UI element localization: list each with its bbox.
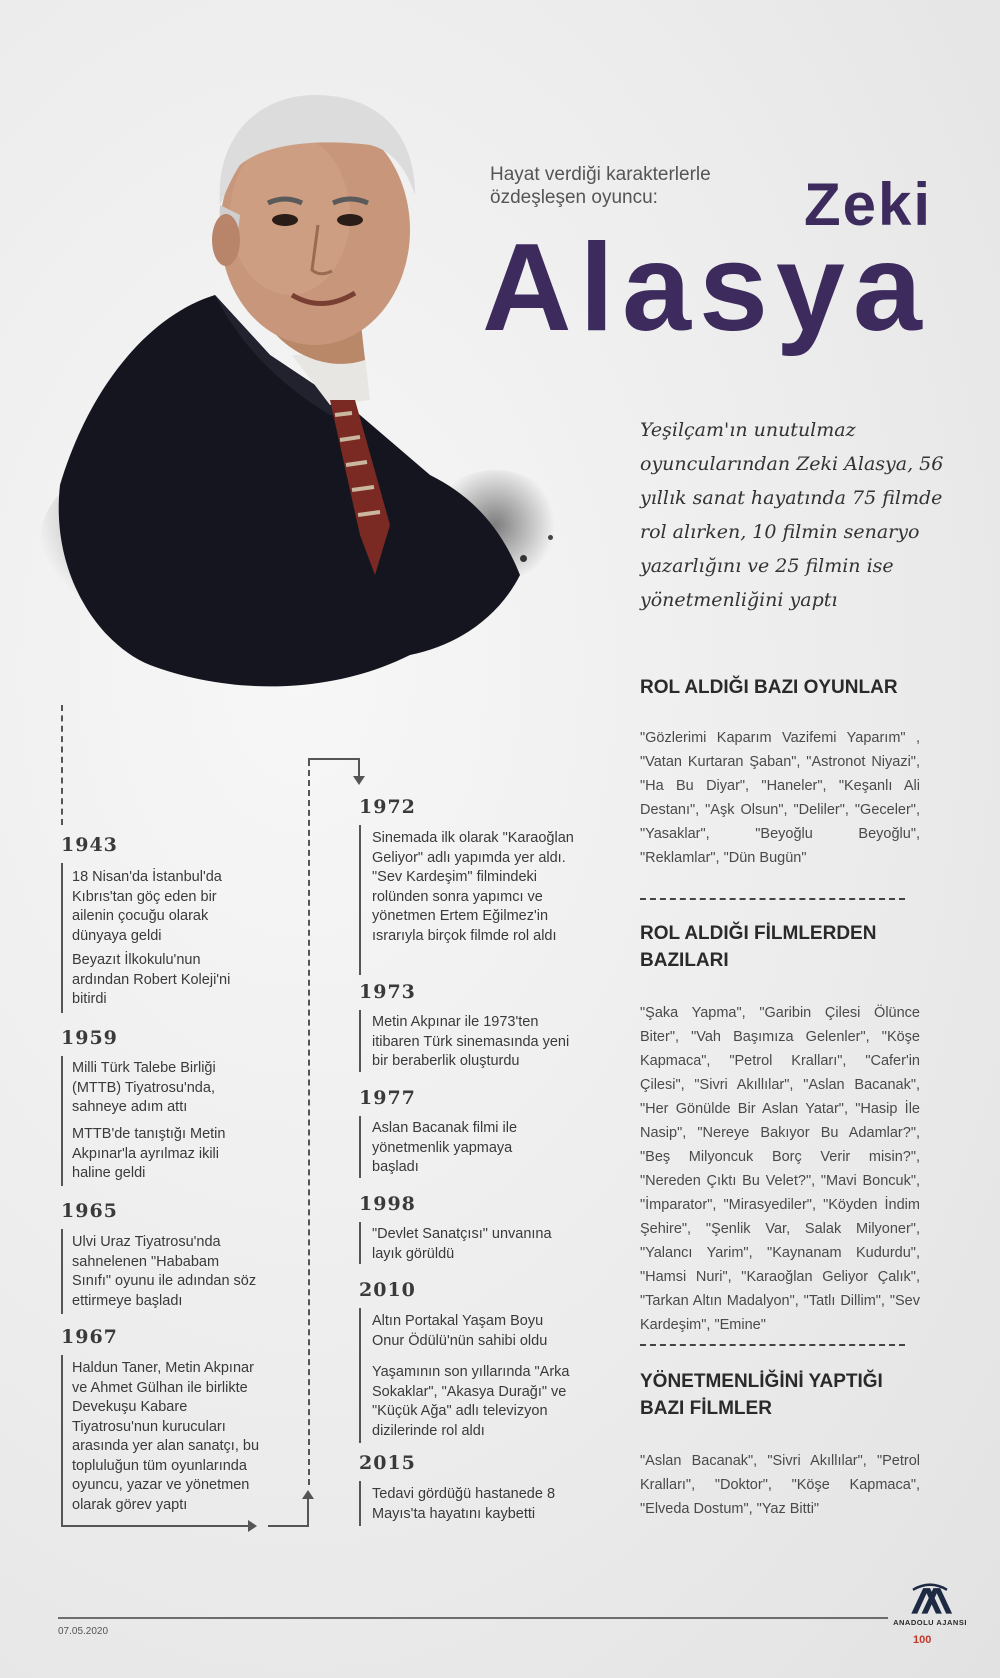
timeline-event: Tedavi gördüğü hastanede 8 Mayıs'ta hayatını kaybetti — [372, 1486, 556, 1522]
timeline-connector — [358, 758, 360, 778]
arrow-up-icon — [302, 1490, 314, 1499]
agency-name: ANADOLU AJANSI — [893, 1618, 967, 1627]
timeline-year: 1998 — [359, 1193, 416, 1215]
timeline-line — [359, 1308, 361, 1443]
timeline-year: 1965 — [61, 1200, 118, 1222]
timeline-line — [359, 1116, 361, 1178]
timeline-line — [61, 1056, 63, 1186]
timeline-event: Aslan Bacanak filmi ile yönetmenlik yapmaya başladı — [372, 1120, 518, 1175]
section-divider — [640, 1344, 905, 1346]
timeline-event: Yaşamının son yıllarında "Arka Sokaklar", "Akasya Durağı" ve "Küçük Ağa" adlı televizyon dizilerinde rol aldı — [372, 1364, 570, 1439]
aa-logo-icon — [900, 1583, 960, 1617]
timeline-line — [61, 1355, 63, 1525]
anniversary-mark: 100 — [913, 1634, 932, 1646]
kicker-text: Hayat verdiği karakterlerle özdeşleşen oyuncu: — [490, 164, 711, 208]
intro-paragraph: Yeşilçam'ın unutulmaz oyuncularından Zeki Alasya, 56 yıllık sanat hayatında 75 filmde rol alırken, 10 filmin senaryo yazarlığını ve 25 filmin ise yönetmenliğini yaptı — [640, 419, 944, 611]
timeline-connector — [308, 758, 360, 760]
timeline-dashed-start — [61, 705, 63, 825]
section-body-plays: "Gözlerimi Kaparım Vazifemi Yaparım" , "Vatan Kurtaran Şaban", "Astronot Niyazi", "Ha Bu Diyar", "Haneler", "Keşanlı Ali Destanı", "Aşk Olsun", "Deliler", "Geceler", "Yasaklar", "Beyoğlu Beyoğlu", "Reklamlar", "Dün Bugün" — [640, 730, 920, 866]
timeline-connector — [307, 1497, 309, 1527]
section-body-films: "Şaka Yapma", "Garibin Çilesi Ölünce Biter", "Vah Başımıza Gelenler", "Köşe Kapmaca", "Petrol Kralları", "Cafer'in Çilesi", "Sivri Akıllılar", "Aslan Bacanak", "Her Gönülde Bir Aslan Yatar", "Hasip İle Nasip", "Nereye Bakıyor Bu Adamlar?", "Beş Milyoncuk Borç Verir misin?", "Nereden Çıktı Bu Velet?", "Mavi Boncuk", "İmparator", "Mirasyediler", "Köyden İndim Şehire", "Şenlik Var, Salak Milyoner", "Yalancı Yarim", "Kaynanam Kudurdu", "Hamsi Nuri", "Karaoğlan Geliyor Çalık", "Tarkan Altın Madalyon", "Tatlı Dillim", "Sev Kardeşim", "Emine" — [640, 1005, 920, 1333]
timeline-event: Metin Akpınar ile 1973'ten itibaren Türk sinemasında yeni bir beraberlik oluşturdu — [372, 1014, 570, 1069]
timeline-year: 1959 — [61, 1027, 118, 1049]
timeline-connector — [268, 1525, 308, 1527]
timeline-year: 1967 — [61, 1326, 118, 1348]
timeline-event: Sinemada ilk olarak "Karaoğlan Geliyor" adlı yapımda yer aldı. "Sev Kardeşim" filmindeki rolünden sonra yapımcı ve yönetmen Ertem Eğilmez'in ısrarıyla birçok filmde rol aldı — [372, 830, 574, 944]
portrait-photo — [30, 55, 580, 715]
footer-divider — [58, 1617, 888, 1619]
section-title-plays: ROL ALDIĞI BAZI OYUNLAR — [640, 677, 898, 698]
timeline-event: "Devlet Sanatçısı" unvanına layık görüldü — [372, 1226, 552, 1262]
timeline-year: 1972 — [359, 796, 416, 818]
timeline-connector — [61, 1525, 251, 1527]
timeline-event: Altın Portakal Yaşam Boyu Onur Ödülü'nün sahibi oldu — [372, 1313, 548, 1349]
timeline-year: 2015 — [359, 1452, 416, 1474]
timeline-year: 2010 — [359, 1279, 416, 1301]
timeline-event: Ulvi Uraz Tiyatrosu'nda sahnelenen "Hababam Sınıfı" oyunu ile adından söz ettirmeye başladı — [72, 1234, 257, 1309]
timeline-event: MTTB'de tanıştığı Metin Akpınar'la ayrılmaz ikili haline geldi — [72, 1126, 226, 1181]
footer-date: 07.05.2020 — [58, 1626, 109, 1637]
timeline-year: 1977 — [359, 1087, 416, 1109]
timeline-line — [61, 863, 63, 1013]
timeline-line — [359, 1481, 361, 1526]
arrow-down-icon — [353, 776, 365, 785]
timeline-event: Haldun Taner, Metin Akpınar ve Ahmet Gülhan ile birlikte Devekuşu Kabare Tiyatrosu'nun kurucuları arasında yer alan sanatçı, bu topluluğun tüm oyunlarında oyuncu, yazar ve yönetmen olarak görev yaptı — [72, 1360, 260, 1513]
section-body-directed: "Aslan Bacanak", "Sivri Akıllılar", "Petrol Kralları", "Doktor", "Köşe Kapmaca", "Elveda Dostum", "Yaz Bitti" — [640, 1453, 920, 1517]
last-name-title: Alasya — [482, 219, 930, 357]
arrow-right-icon — [248, 1520, 257, 1532]
section-title-films: ROL ALDIĞI FİLMLERDEN BAZILARI — [640, 923, 877, 971]
timeline-line — [359, 1222, 361, 1264]
timeline-event: Milli Türk Talebe Birliği (MTTB) Tiyatrosu'nda, sahneye adım attı — [72, 1060, 216, 1115]
first-name-title: Zeki — [803, 171, 932, 238]
timeline-line — [359, 1010, 361, 1072]
timeline-event: Beyazıt İlkokulu'nun ardından Robert Koleji'ni bitirdi — [72, 952, 231, 1007]
section-title-directed: YÖNETMENLİĞİNİ YAPTIĞI BAZI FİLMLER — [640, 1371, 883, 1419]
section-divider — [640, 898, 905, 900]
timeline-year: 1943 — [61, 834, 118, 856]
timeline-year: 1973 — [359, 981, 416, 1003]
timeline-line — [61, 1229, 63, 1314]
timeline-line — [359, 825, 361, 975]
timeline-event: 18 Nisan'da İstanbul'da Kıbrıs'tan göç eden bir ailenin çocuğu olarak dünyaya geldi — [72, 869, 222, 944]
timeline-dashed-connector — [308, 760, 310, 1485]
